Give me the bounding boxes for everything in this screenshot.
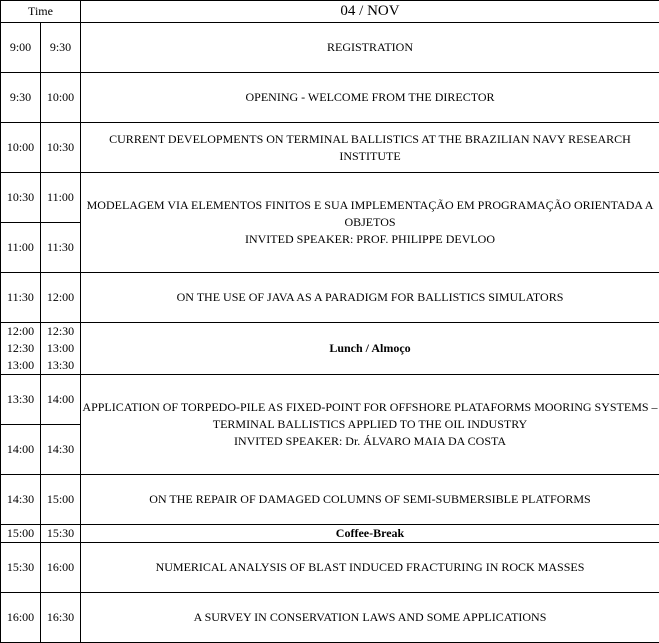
end-time: 15:30 [41,525,81,543]
table-row [1,593,659,643]
lunch-break: Lunch / Almoço [81,323,659,375]
start-times [1,323,41,375]
end-time: 12:00 [41,273,81,323]
session-title: OPENING - WELCOME FROM THE DIRECTOR [81,73,659,123]
table-row [1,23,659,73]
session-title: MODELAGEM VIA ELEMENTOS FINITOS E SUA IMPLEMENTAÇÃO EM PROGRAMAÇÃO ORIENTADA A OBJETOS [81,197,659,231]
table-row [1,173,659,223]
end-time: 14:30 [41,425,81,475]
header-row [1,1,659,23]
table-row [1,375,659,425]
time-header: Time [1,1,81,23]
end-time: 10:00 [41,73,81,123]
coffee-break: Coffee-Break [81,525,659,543]
start-time: 16:00 [1,593,41,643]
table-row [1,73,659,123]
end-time: 16:00 [41,543,81,593]
speaker-name: INVITED SPEAKER: Dr. ÁLVARO MAIA DA COSTA [81,433,659,450]
speaker-name: INVITED SPEAKER: PROF. PHILIPPE DEVLOO [81,231,659,248]
table-row [1,525,659,543]
start-time: 9:00 [1,23,41,73]
session-cell [81,375,659,475]
session-title: APPLICATION OF TORPEDO-PILE AS FIXED-POINT FOR OFFSHORE PLATAFORMS MOORING SYSTEMS – TERMINAL BALLISTICS APPLIED TO THE OIL INDUSTRY [81,399,659,433]
end-time: 10:30 [41,123,81,173]
start-time: 10:00 [1,123,41,173]
start-time: 11:30 [1,273,41,323]
end-time: 14:00 [41,375,81,425]
start-time: 12:30 [1,340,40,357]
start-time: 9:30 [1,73,41,123]
end-time: 11:30 [41,223,81,273]
start-time: 14:30 [1,475,41,525]
date-header: 04 / NOV [81,1,659,23]
table-row [1,475,659,525]
end-time: 12:30 [41,323,80,340]
session-cell [81,173,659,273]
end-time: 16:30 [41,593,81,643]
start-time: 14:00 [1,425,41,475]
table-row [1,123,659,173]
start-time: 15:00 [1,525,41,543]
table-row [1,273,659,323]
start-time: 13:00 [1,357,40,374]
start-time: 13:30 [1,375,41,425]
end-time: 13:30 [41,357,80,374]
start-time: 10:30 [1,173,41,223]
end-time: 9:30 [41,23,81,73]
start-time: 12:00 [1,323,40,340]
session-title: REGISTRATION [81,23,659,73]
end-time: 15:00 [41,475,81,525]
table-row [1,543,659,593]
session-title: NUMERICAL ANALYSIS OF BLAST INDUCED FRACTURING IN ROCK MASSES [81,543,659,593]
table-row [1,323,659,375]
session-title: CURRENT DEVELOPMENTS ON TERMINAL BALLISTICS AT THE BRAZILIAN NAVY RESEARCH INSTITUTE [81,123,659,173]
session-title: ON THE USE OF JAVA AS A PARADIGM FOR BALLISTICS SIMULATORS [81,273,659,323]
end-time: 13:00 [41,340,80,357]
session-title: A SURVEY IN CONSERVATION LAWS AND SOME APPLICATIONS [81,593,659,643]
start-time: 15:30 [1,543,41,593]
end-time: 11:00 [41,173,81,223]
session-title: ON THE REPAIR OF DAMAGED COLUMNS OF SEMI-SUBMERSIBLE PLATFORMS [81,475,659,525]
start-time: 11:00 [1,223,41,273]
end-times [41,323,81,375]
